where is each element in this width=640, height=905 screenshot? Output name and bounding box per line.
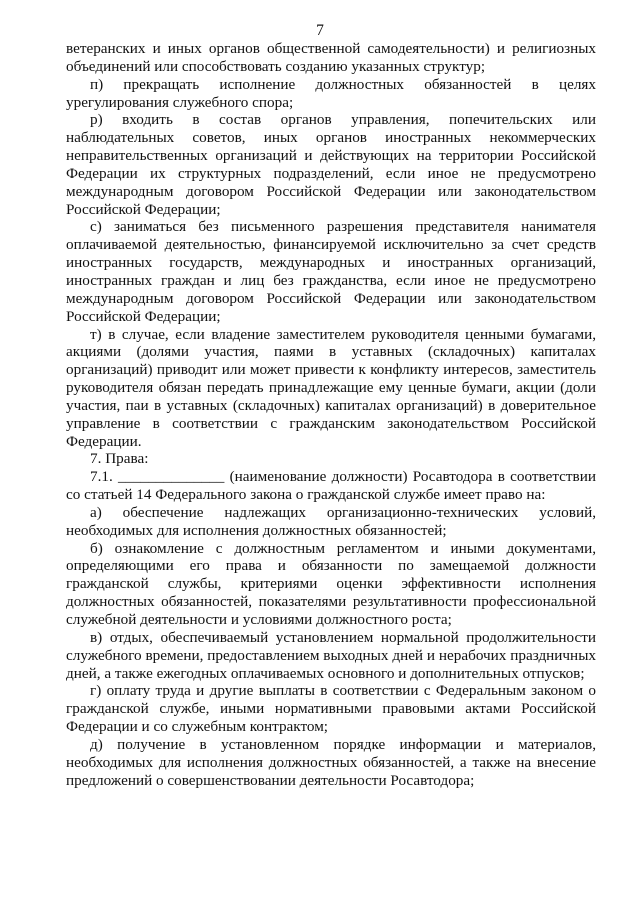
paragraph: с) заниматься без письменного разрешения представителя нанимателя оплачиваемой деятельностью, финансируемой исключительно за счет средств иностранных государств, международных и иностранных организаций, иностранных граждан и лиц без гражданства, если иное не предусмотрено международным договором Российской Федерации или законодательством Российской Федерации; xyxy=(66,218,596,325)
paragraph: р) входить в состав органов управления, попечительских или наблюдательных советов, иных органов иностранных некоммерческих неправительственных организаций и действующих на территории Российской Федерации их структурных подразделений, если иное не предусмотрено международным договором Российской Федерации или законодательством Российской Федерации; xyxy=(66,111,596,218)
paragraph: т) в случае, если владение заместителем руководителя ценными бумагами, акциями (долями участия, паями в уставных (складочных) капиталах организаций) приводит или может привести к конфликту интересов, заместитель руководителя обязан передать принадлежащие ему ценные бумаги, акции (доли участия, паи в уставных (складочных) капиталах организаций) в доверительное управление в соответствии с гражданским законодательством Российской Федерации. xyxy=(66,325,596,450)
paragraph: а) обеспечение надлежащих организационно-технических условий, необходимых для исполнения должностных обязанностей; xyxy=(66,503,596,539)
paragraph: б) ознакомление с должностным регламентом и иными документами, определяющими его права и обязанности по замещаемой должности гражданской службы, критериями оценки эффективности исполнения должностных обязанностей, показателями результативности профессиональной служебной деятельности и условиями должностного роста; xyxy=(66,539,596,628)
page-number: 7 xyxy=(316,22,324,39)
paragraph: г) оплату труда и другие выплаты в соответствии с Федеральным законом о гражданской службе, иными нормативными правовыми актами Российской Федерации и со служебным контрактом; xyxy=(66,682,596,736)
paragraph: 7.1. ______________ (наименование должности) Росавтодора в соответствии со статьей 14 Федерального закона о гражданской службе имеет право на: xyxy=(66,468,596,504)
paragraph: в) отдых, обеспечиваемый установлением нормальной продолжительности служебного времени, предоставлением выходных дней и нерабочих праздничных дней, а также ежегодных оплачиваемых основного и дополнительных отпусков; xyxy=(66,628,596,682)
paragraph: п) прекращать исполнение должностных обязанностей в целях урегулирования служебного спора; xyxy=(66,75,596,111)
document-body xyxy=(66,40,596,789)
paragraph: ветеранских и иных органов общественной самодеятельности) и религиозных объединений или способствовать созданию указанных структур; xyxy=(66,40,596,75)
paragraph: 7. Права: xyxy=(90,450,149,468)
paragraph: д) получение в установленном порядке информации и материалов, необходимых для исполнения должностных обязанностей, а также на внесение предложений о совершенствовании деятельности Росавтодора; xyxy=(66,735,596,789)
